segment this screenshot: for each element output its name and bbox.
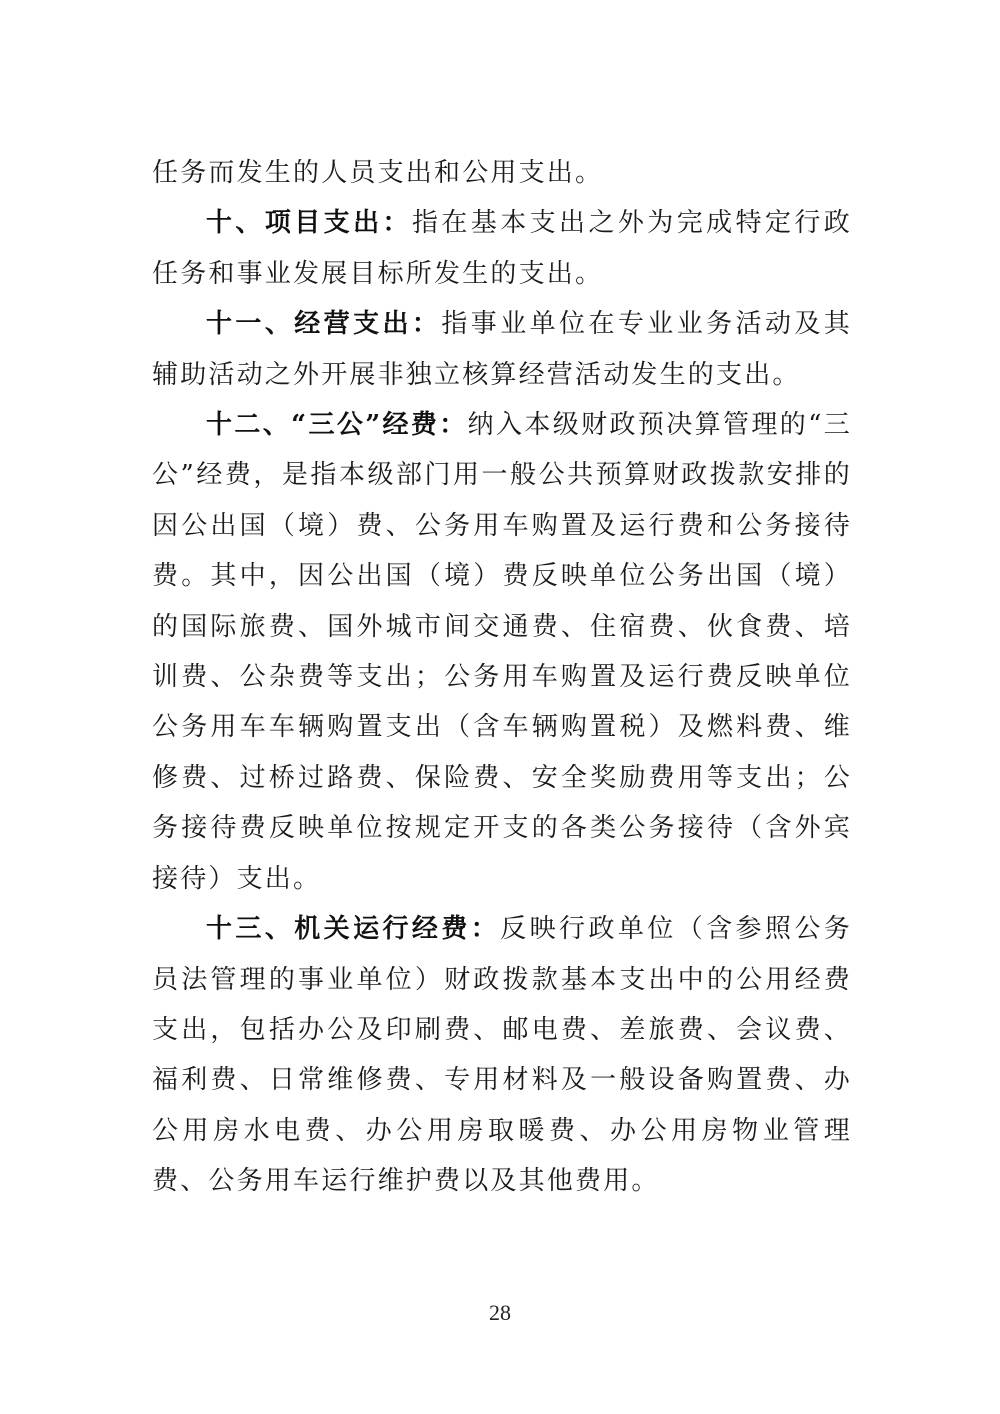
- paragraph-operating-expenditure: [152, 299, 852, 400]
- term-heading: 十三、机关运行经费：: [206, 914, 501, 945]
- paragraph-text: 指事业单位在专业业务活动及其辅助活动之外开展非独立核算经营活动发生的支出。: [152, 309, 852, 390]
- paragraph-text: 纳入本级财政预决算管理的“三公”经费，是指本级部门用一般公共预算财政拨款安排的因公出国（境）费、公务用车购置及运行费和公务接待费。其中，因公出国（境）费反映单位公务出国（境）的国际旅费、国外城市间交通费、住宿费、伙食费、培训费、公杂费等支出；公务用车购置及运行费反映单位公务用车车辆购置支出（含车辆购置税）及燃料费、维修费、过桥过路费、保险费、安全奖励费用等支出；公务接待费反映单位按规定开支的各类公务接待（含外宾接待）支出。: [152, 410, 853, 894]
- page-number: 28: [489, 1300, 511, 1325]
- paragraph-continuation: [152, 148, 852, 198]
- term-heading: 十一、经营支出：: [206, 309, 442, 340]
- paragraph-text: 指在基本支出之外为完成特定行政任务和事业发展目标所发生的支出。: [152, 208, 852, 289]
- term-heading: 十、项目支出：: [206, 208, 412, 239]
- paragraph-three-public-expenses: [152, 400, 852, 904]
- paragraph-text: 反映行政单位（含参照公务员法管理的事业单位）财政拨款基本支出中的公用经费支出，包括办公及印刷费、邮电费、差旅费、会议费、福利费、日常维修费、专用材料及一般设备购置费、办公用房水电费、办公用房取暖费、办公用房物业管理费、公务用车运行维护费以及其他费用。: [152, 914, 852, 1197]
- paragraph-agency-operating-funds: [152, 904, 852, 1206]
- paragraph-text: 任务而发生的人员支出和公用支出。: [152, 158, 604, 188]
- document-body: [152, 148, 852, 1207]
- term-heading: 十二、“三公”经费：: [206, 410, 468, 441]
- paragraph-project-expenditure: [152, 198, 852, 299]
